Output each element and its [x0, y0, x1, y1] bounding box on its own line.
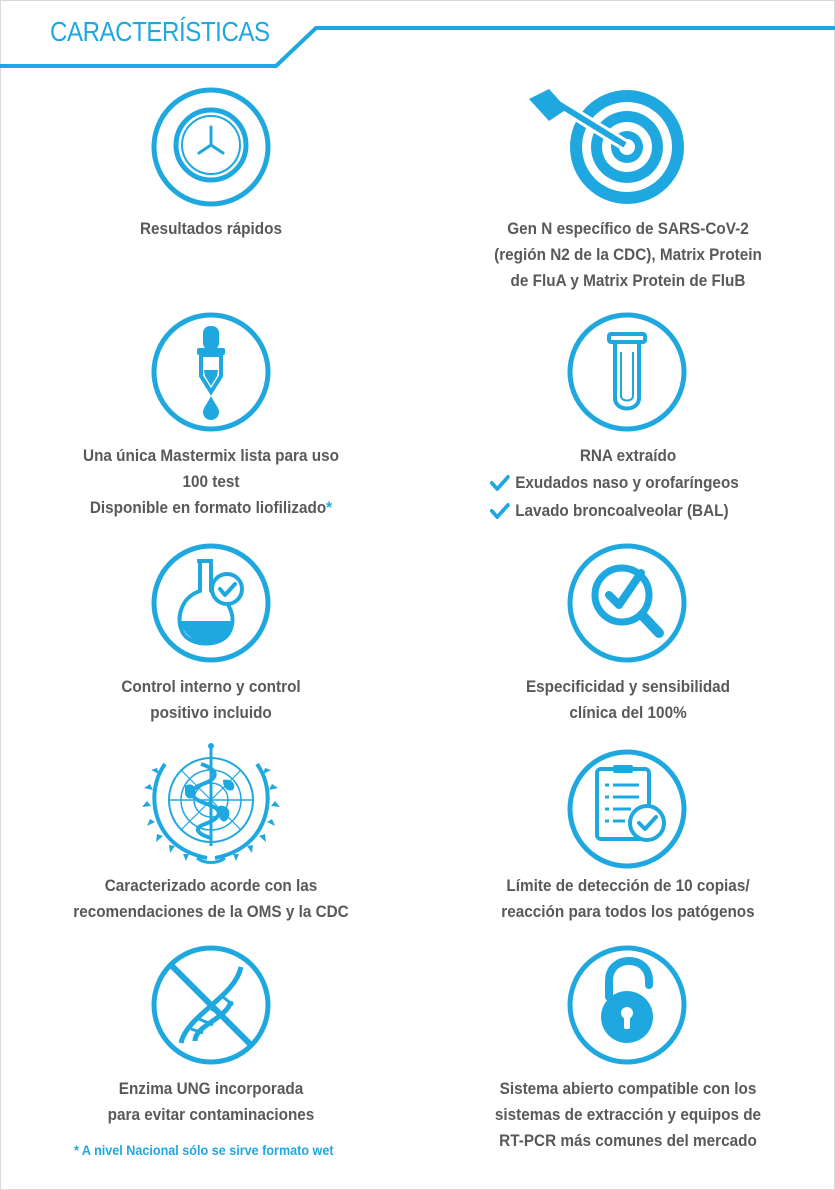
list-item: Exudados naso y orofaríngeos [490, 469, 739, 497]
target-arrow-icon [527, 87, 687, 207]
feature-specificity-caption: Especificidad y sensibilidad clínica del 100% [525, 677, 731, 722]
clock-icon [151, 87, 271, 207]
feature-ung-caption: Enzima UNG incorporada para evitar contaminaciones [107, 1079, 315, 1124]
feature-limit-caption: Límite de detección de 10 copias/ reacción para todos los patógenos [501, 876, 755, 921]
feature-who-caption: Caracterizado acorde con las recomendaciones de la OMS y la CDC [73, 876, 349, 921]
no-dna-icon [151, 945, 271, 1065]
asterisk-mark: * [326, 498, 333, 517]
list-item: Lavado broncoalveolar (BAL) [490, 497, 739, 525]
footnote: * A nivel Nacional sólo se sirve formato wet [74, 1142, 334, 1158]
page-title: CARACTERÍSTICAS [50, 16, 270, 47]
checkmark-icon [490, 474, 510, 492]
checklist-icon [567, 749, 687, 869]
flask-check-icon [151, 543, 271, 663]
test-tube-icon [567, 312, 687, 432]
dropper-icon [151, 312, 271, 432]
who-emblem-icon [141, 742, 281, 866]
magnifier-check-icon [567, 543, 687, 663]
feature-mastermix-caption: Una única Mastermix lista para uso 100 test Disponible en formato liofilizado* [83, 446, 339, 517]
open-padlock-icon [567, 945, 687, 1065]
feature-target-caption: Gen N específico de SARS-CoV-2 (región N2 de la CDC), Matrix Protein de FluA y Matrix Protein de FluB [494, 219, 762, 290]
feature-control-caption: Control interno y control positivo incluido [121, 677, 301, 722]
rna-check-list [490, 469, 739, 525]
feature-rapid-caption: Resultados rápidos [139, 219, 282, 238]
checkmark-icon [490, 502, 510, 520]
feature-open-caption: Sistema abierto compatible con los sistemas de extracción y equipos de RT-PCR más comunes del mercado [494, 1079, 762, 1150]
feature-rna-title: RNA extraído [579, 446, 677, 465]
